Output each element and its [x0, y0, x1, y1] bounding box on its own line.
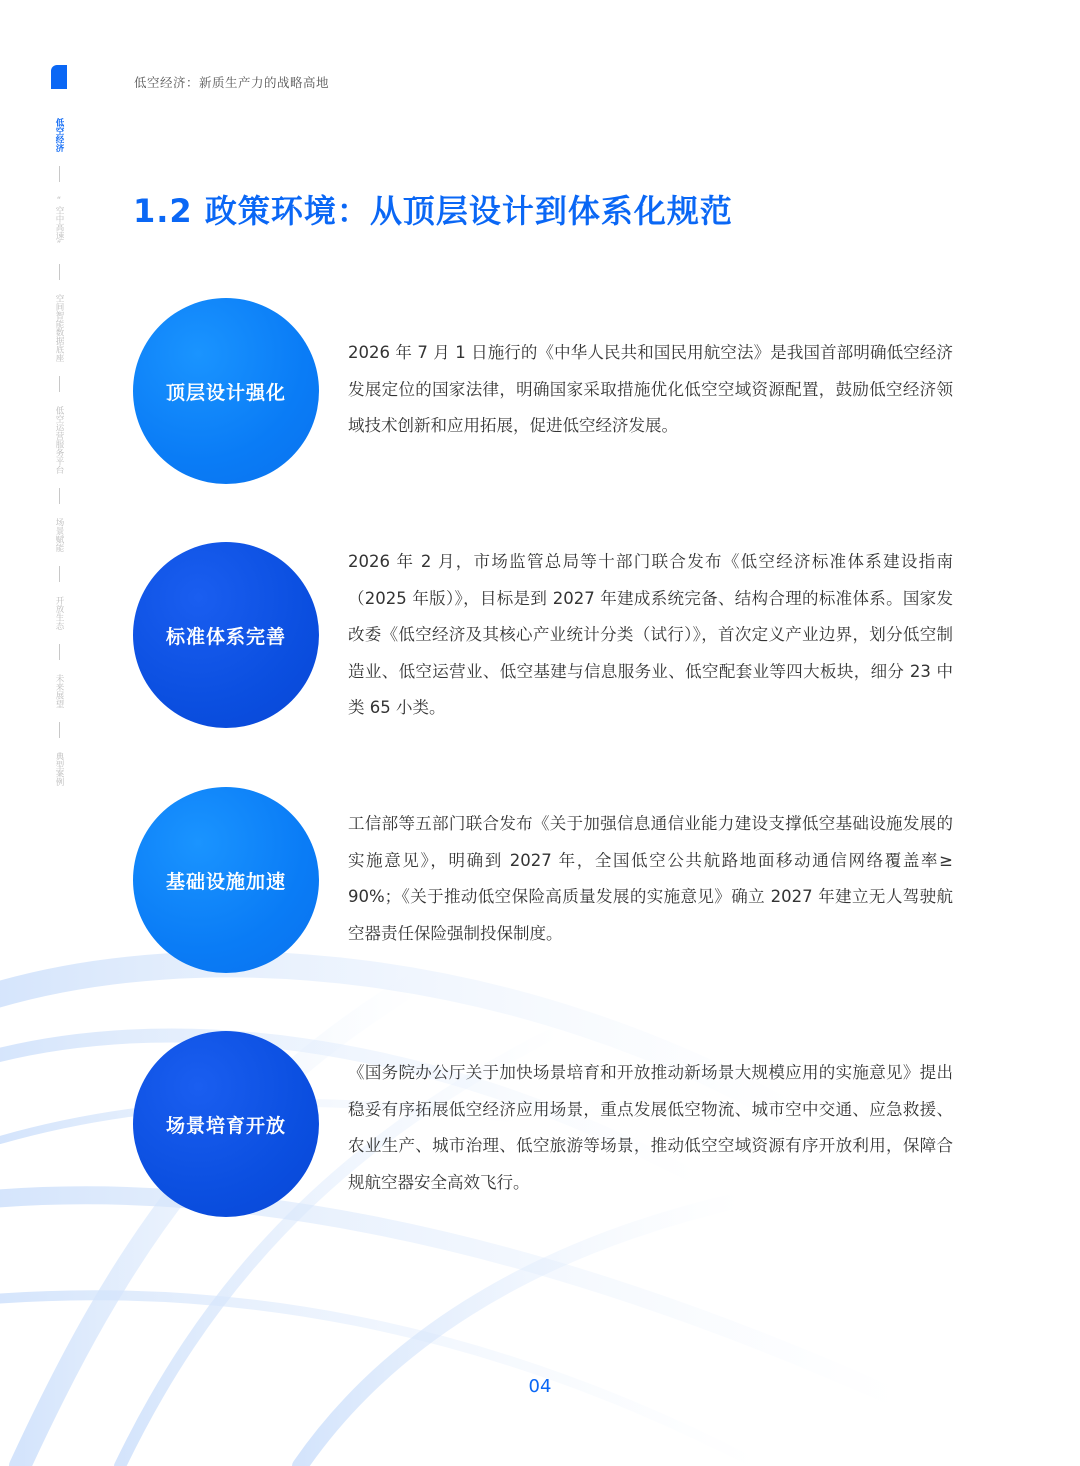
nav-divider	[59, 722, 60, 738]
side-nav-item-open-ecosystem[interactable]: 开放生态	[54, 596, 64, 630]
policy-badge: 场景培育开放	[133, 1031, 319, 1217]
policy-badge: 基础设施加速	[133, 787, 319, 973]
header-tab-marker	[51, 65, 67, 89]
policy-description: 工信部等五部门联合发布《关于加强信息通信业能力建设支撑低空基础设施发展的实施意见》，明确到 2027 年，全国低空公共航路地面移动通信网络覆盖率≥ 90%；《关于推动低空保险高质量发展的实施意见》确立 2027 年建立无人驾驶航空器责任保险强制投保制度。	[348, 814, 953, 943]
side-nav-item-operation-platform[interactable]: 低空运营服务平台	[54, 406, 64, 474]
policy-badge: 顶层设计强化	[133, 298, 319, 484]
nav-divider	[59, 166, 60, 182]
policy-item-infrastructure	[133, 787, 953, 973]
header-title: 低空经济：新质生产力的战略高地	[134, 75, 330, 90]
side-nav-item-spatial-data-base[interactable]: 空间智能数据底座	[54, 294, 64, 362]
nav-divider	[59, 644, 60, 660]
page-number: 04	[528, 1376, 552, 1397]
policy-item-scenario-cultivation	[133, 1031, 953, 1217]
nav-divider	[59, 264, 60, 280]
nav-divider	[59, 566, 60, 582]
policy-description: 《国务院办公厅关于加快场景培育和开放推动新场景大规模应用的实施意见》提出稳妥有序拓展低空经济应用场景，重点发展低空物流、城市空中交通、应急救援、农业生产、城市治理、低空旅游等场景，推动低空空域资源有序开放利用，保障合规航空器安全高效飞行。	[348, 1063, 953, 1192]
side-nav-item-scenario-empowerment[interactable]: 场景赋能	[54, 518, 64, 552]
side-nav-item-low-altitude-economy[interactable]: 低空经济	[54, 118, 64, 152]
side-nav-item-future-outlook[interactable]: 未来展望	[54, 674, 64, 708]
policy-description: 2026 年 7 月 1 日施行的《中华人民共和国民用航空法》是我国首部明确低空经济发展定位的国家法律，明确国家采取措施优化低空空域资源配置，鼓励低空经济领域技术创新和应用拓展，促进低空经济发展。	[348, 343, 953, 435]
side-nav-item-sky-highway[interactable]: “空中高速”	[54, 196, 64, 250]
nav-divider	[59, 376, 60, 392]
policy-item-standard-system	[133, 542, 953, 728]
nav-divider	[59, 488, 60, 504]
section-title: 1.2 政策环境：从顶层设计到体系化规范	[133, 192, 733, 230]
policy-badge: 标准体系完善	[133, 542, 319, 728]
policy-item-top-level-design	[133, 298, 953, 484]
side-nav-item-typical-cases[interactable]: 典型案例	[54, 752, 64, 786]
policy-description: 2026 年 2 月，市场监管总局等十部门联合发布《低空经济标准体系建设指南（2025 年版）》，目标是到 2027 年建成系统完备、结构合理的标准体系。国家发改委《低空经济及其核心产业统计分类（试行）》，首次定义产业边界，划分低空制造业、低空运营业、低空基建与信息服务业、低空配套业等四大板块，细分 23 中类 65 小类。	[348, 552, 953, 717]
side-navigation	[52, 118, 66, 786]
